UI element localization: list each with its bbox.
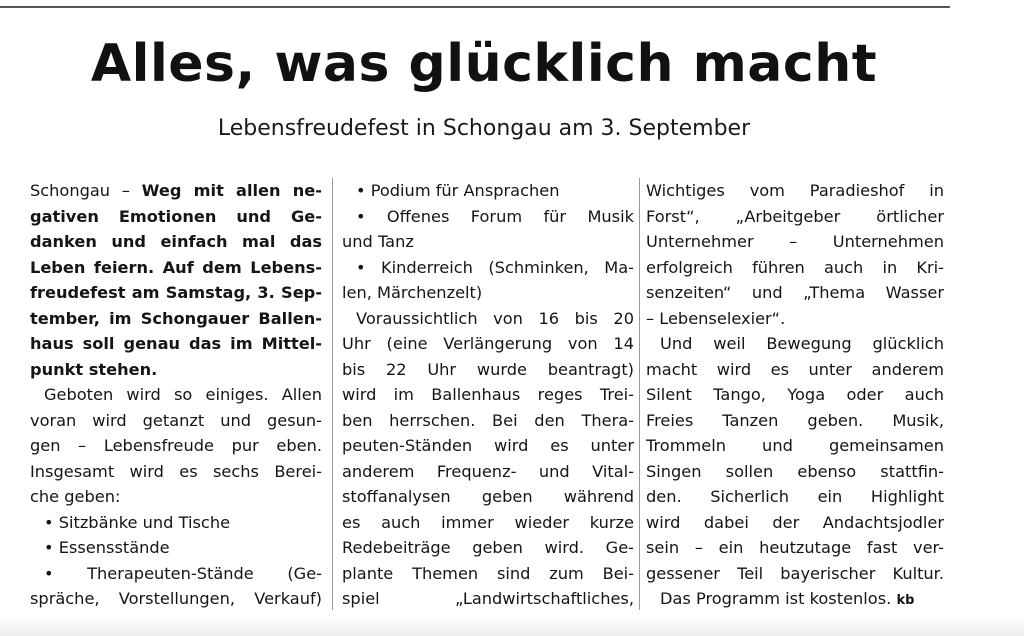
page-bottom-edge <box>0 618 1024 636</box>
article-text-line: – Lebenselexier“. <box>646 308 786 328</box>
closing-sentence: Das Programm ist kostenlos. <box>660 589 892 608</box>
article-text-line: wird dabei der Andachtsjodler <box>646 512 944 532</box>
article-text-line: spiel „Landwirtschaftliches, <box>342 589 634 608</box>
article-text-line: spräche, Vorstellungen, Verkauf) <box>30 589 322 608</box>
top-rule <box>0 6 950 8</box>
article-text-line: Voraussichtlich von 16 bis 20 <box>356 308 634 328</box>
article-text-line: Trommeln und gemeinsamen <box>646 436 944 455</box>
article-text-line: • Essensstände <box>44 538 170 557</box>
article-text-line: • Kinderreich (Schminken, Ma- <box>356 257 634 277</box>
article-text-line: anderem Frequenz- und Vital- <box>342 461 634 481</box>
article-text-line: erfolgreich führen auch in Kri- <box>646 257 944 277</box>
article-text-line: wird im Ballenhaus reges Trei- <box>342 385 634 404</box>
article-text-line: danken und einfach mal das <box>30 232 322 251</box>
article-text-line: punkt stehen. <box>30 359 158 379</box>
article-text-line: und Tanz <box>342 232 414 251</box>
subheadline: Lebensfreudefest in Schongau am 3. September <box>217 116 751 141</box>
article-text-line: Unternehmer – Unternehmen <box>646 232 944 251</box>
article-column-2 <box>342 178 634 612</box>
article-text-line: bis 22 Uhr wurde beantragt) <box>342 359 634 379</box>
article-text-line: voran wird getanzt und gesun- <box>30 410 322 430</box>
article-text-line: Insgesamt wird es sechs Berei- <box>30 461 322 481</box>
headline: Alles, was glücklich macht <box>90 34 878 94</box>
article-text-line: Forst“, „Arbeitgeber örtlicher <box>646 206 944 226</box>
article-text-line: • Offenes Forum für Musik <box>356 206 634 226</box>
article-text-line: gen – Lebensfreude pur eben. <box>30 436 322 455</box>
article-text-line: Wichtiges vom Paradieshof in <box>646 181 944 200</box>
article-text-line: Geboten wird so einiges. Allen <box>44 385 322 404</box>
article-text-line: gativen Emotionen und Ge- <box>30 206 322 226</box>
article-column-3 <box>646 178 944 612</box>
article-text-line: tember, im Schongauer Ballen- <box>30 308 322 328</box>
article-text-line: Uhr (eine Verlängerung von 14 <box>342 334 634 353</box>
article-text-line: gessener Teil bayerischer Kultur. <box>646 563 944 583</box>
article-text-line <box>646 586 944 612</box>
article-text-line: • Therapeuten-Stände (Ge- <box>44 563 322 583</box>
article-text-line: freudefest am Samstag, 3. Sep- <box>30 283 322 302</box>
article-text-line: len, Märchenzelt) <box>342 283 483 302</box>
author-byline: kb <box>896 593 915 608</box>
article-text-line: es auch immer wieder kurze <box>342 512 634 532</box>
article-text-line: Und weil Bewegung glücklich <box>660 334 944 353</box>
article-text-line: macht wird es unter anderem <box>646 359 944 379</box>
article-text-line: Silent Tango, Yoga oder auch <box>646 385 944 404</box>
article-text-line: haus soll genau das im Mittel- <box>30 334 322 353</box>
article-text-line: • Podium für Ansprachen <box>356 181 560 200</box>
article-text-line: • Sitzbänke und Tische <box>44 512 231 532</box>
article-text-line: ben herrschen. Bei den Thera- <box>342 410 634 430</box>
lead-text: Weg mit allen ne- <box>141 181 323 200</box>
article-text-line <box>30 178 322 204</box>
article-text-line: Leben feiern. Auf dem Lebens- <box>30 257 322 277</box>
article-text-line: sein – ein heutzutage fast ver- <box>646 538 944 557</box>
article-text-line: Singen sollen ebenso stattfin- <box>646 461 944 481</box>
article-column-1 <box>30 178 322 612</box>
article-text-line: senzeiten“ und „Thema Wasser <box>646 283 944 302</box>
article-text-line: che geben: <box>30 487 121 506</box>
column-divider <box>639 178 640 610</box>
article-text-line: Freies Tanzen geben. Musik, <box>646 410 944 430</box>
article-text-line: Redebeiträge geben wird. Ge- <box>342 538 634 557</box>
dateline: Schongau – <box>30 181 142 200</box>
column-divider <box>332 178 333 610</box>
article-text-line: plante Themen sind zum Bei- <box>342 563 634 583</box>
article-text-line: den. Sicherlich ein Highlight <box>646 487 944 506</box>
article-text-line: peuten-Ständen wird es unter <box>342 436 634 455</box>
article-text-line: stoffanalysen geben während <box>342 487 634 506</box>
